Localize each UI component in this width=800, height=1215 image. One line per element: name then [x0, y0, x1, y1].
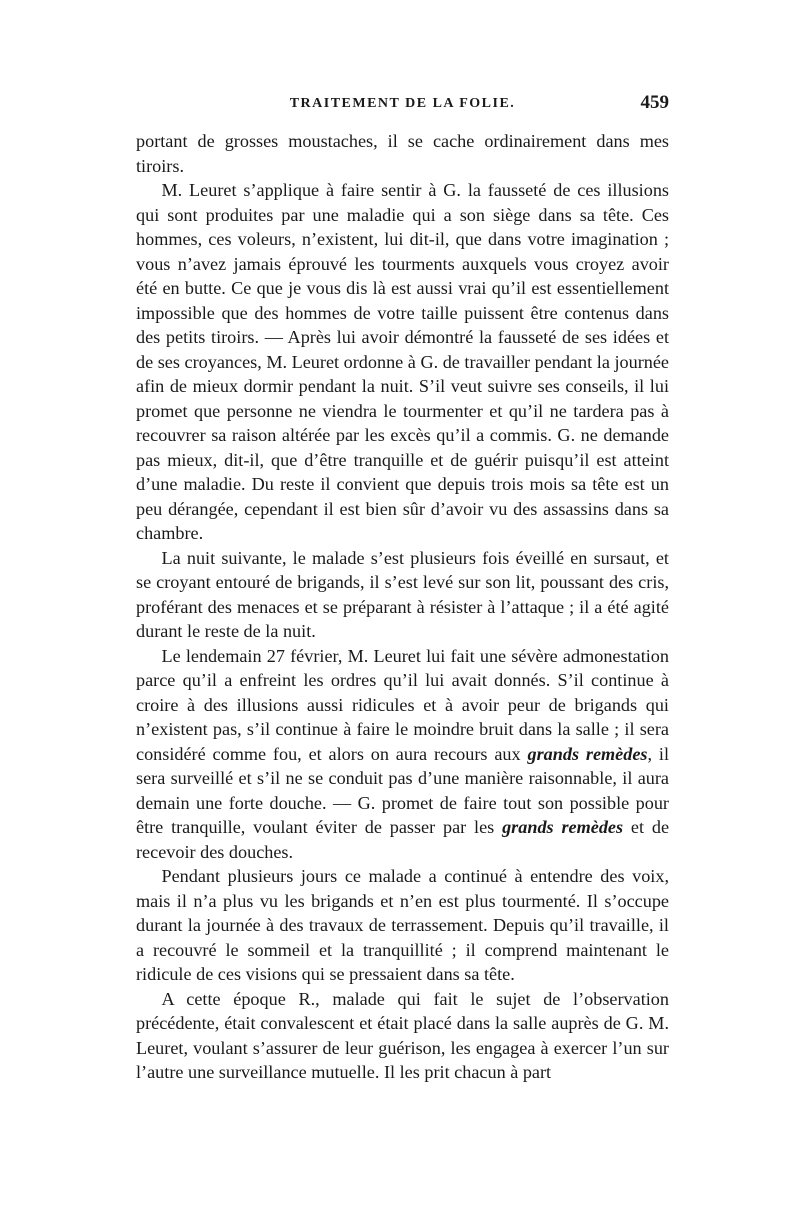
paragraph-4 [136, 644, 669, 865]
paragraph-4-part-a: Le lendemain 27 février, M. Leuret lui fait une sévère admonestation parce qu’il a enfreint les ordres qu’il lui avait donnés. S’il continue à croire à des illusions aussi ridicules et à avoir peur de brigands qui n’existent pas, s’il continue à faire le moindre bruit dans la salle ; il sera considéré comme fou, et alors on aura recours aux [136, 645, 669, 764]
body-text [136, 129, 669, 1085]
paragraph-4-part-b: , il sera surveillé et s’il ne se conduit pas d’une manière raisonnable, il aura demain une forte douche. — G. promet de faire tout son possible pour être tranquille, voulant éviter de passer par les [136, 743, 670, 837]
emphasis-grands-remedes-1: grands remèdes [527, 743, 648, 764]
paragraph-3: La nuit suivante, le malade s’est plusieurs fois éveillé en sursaut, et se croyant entouré de brigands, il s’est levé sur son lit, poussant des cris, proférant des menaces et se préparant à résister à l’attaque ; il a été agité durant le reste de la nuit. [136, 547, 669, 641]
page-header [136, 92, 669, 122]
emphasis-grands-remedes-2: grands remèdes [502, 817, 624, 837]
paragraph-4-part-c: et de recevoir des douches. [136, 817, 670, 862]
paragraph-2: M. Leuret s’applique à faire sentir à G. la fausseté de ces illusions qui sont produites par une maladie qui a son siège dans sa tête. Ces hommes, ces voleurs, n’existent, lui dit-il, que dans votre imagination ; vous n’avez jamais éprouvé les tourments auxquels vous croyez avoir été en butte. Ce que je vous dis là est aussi vrai qu’il est essentiellement impossible que des hommes de votre taille puissent être contenus dans des petits tiroirs. — Après lui avoir démontré la fausseté de ses idées et de ses croyances, M. Leuret ordonne à G. de travailler pendant la journée afin de mieux dormir pendant la nuit. S’il veut suivre ses conseils, il lui promet que personne ne viendra le tourmenter et qu’il ne tardera pas à recouvrer sa raison altérée par les excès qu’il a commis. G. ne demande pas mieux, dit-il, que d’être tranquille et de guérir puisqu’il est atteint d’une maladie. Du reste il convient que depuis trois mois sa tête est un peu dérangée, cependant il est bien sûr d’avoir vu des assassins dans sa chambre. [136, 180, 669, 543]
running-title: TRAITEMENT DE LA FOLIE. [289, 96, 516, 111]
page-number: 459 [640, 92, 669, 113]
paragraph-1: portant de grosses moustaches, il se cache ordinairement dans mes tiroirs. [136, 131, 669, 176]
paragraph-6: A cette époque R., malade qui fait le sujet de l’observation précédente, était convalescent et était placé dans la salle auprès de G. M. Leuret, voulant s’assurer de leur guérison, les engagea à exercer l’un sur l’autre une surveillance mutuelle. Il les prit chacun à part [136, 988, 669, 1082]
paragraph-5: Pendant plusieurs jours ce malade a continué à entendre des voix, mais il n’a plus vu les brigands et n’en est plus tourmenté. Il s’occupe durant la journée à des travaux de terrassement. Depuis qu’il travaille, il a recouvré le sommeil et la tranquillité ; il comprend maintenant le ridicule de ces visions qui se pressaient dans sa tête. [136, 866, 669, 984]
